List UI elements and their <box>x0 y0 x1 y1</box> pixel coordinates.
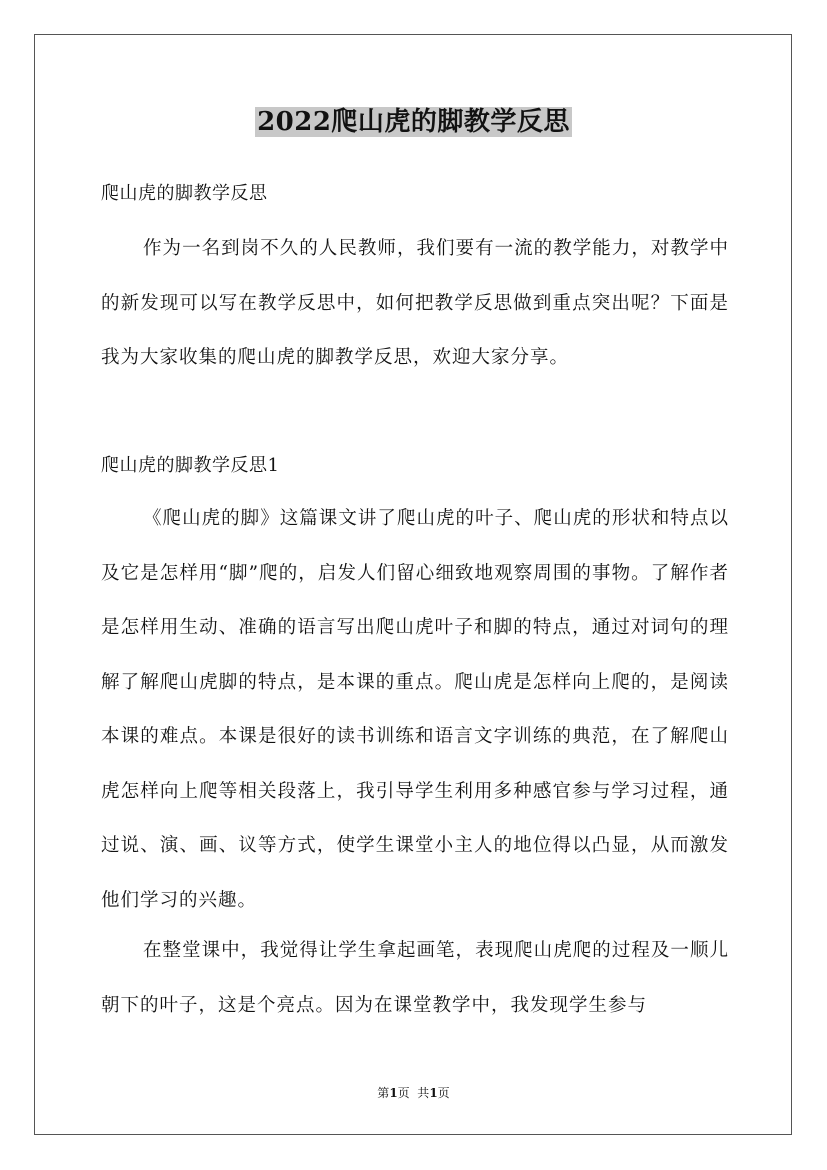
footer-page-mid: 页 共 <box>397 1086 430 1100</box>
footer-page-number: 1 <box>389 1086 398 1100</box>
footer-page-prefix: 第 <box>377 1086 390 1100</box>
section-heading: 爬山虎的脚教学反思1 <box>101 455 280 476</box>
body-paragraph-1: 《爬山虎的脚》这篇课文讲了爬山虎的叶子、爬山虎的形状和特点以及它是怎样用“脚”爬的，启发人们留心细致地观察周围的事物。了解作者是怎样用生动、准确的语言写出爬山虎叶子和脚的特点，通过对词句的理解了解爬山虎脚的特点，是本课的重点。爬山虎是怎样向上爬的，是阅读本课的难点。本课是很好的读书训练和语言文字训练的典范，在了解爬山虎怎样向上爬等相关段落上，我引导学生利用多种感官参与学习过程，通过说、演、画、议等方式，使学生课堂小主人的地位得以凸显，从而激发他们学习的兴趣。 <box>101 508 729 911</box>
document-title-text: 2022爬山虎的脚教学反思 <box>257 107 570 137</box>
footer-total-pages: 1 <box>429 1086 438 1100</box>
intro-paragraph: 作为一名到岗不久的人民教师，我们要有一流的教学能力，对教学中的新发现可以写在教学反思中，如何把教学反思做到重点突出呢？下面是我为大家收集的爬山虎的脚教学反思，欢迎大家分享。 <box>101 238 729 368</box>
document-title <box>0 100 827 144</box>
body-paragraph-2: 在整堂课中，我觉得让学生拿起画笔，表现爬山虎爬的过程及一顺儿朝下的叶子，这是个亮点。因为在课堂教学中，我发现学生参与 <box>101 940 729 1016</box>
document-subtitle: 爬山虎的脚教学反思 <box>101 183 268 204</box>
footer-page-suffix: 页 <box>437 1086 450 1100</box>
page-footer <box>0 1085 827 1101</box>
